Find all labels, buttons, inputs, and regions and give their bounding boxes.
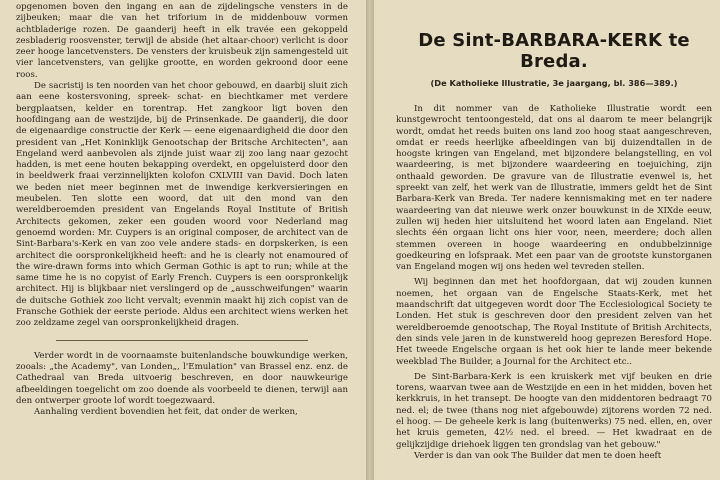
paragraph-citation: Aanhaling verdient bovendien het feit, dat onder de werken, bbox=[34, 407, 298, 418]
paragraph-foreign-works: Verder wordt in de voornaamste buitenlandsche bouwkundige werken, zooals: „the Academy", van Londen„, l'Emulation" van Brassel enz. enz. de Cathedraal van Breda uitvoerig beschreven, en door nauwkeurige afbeeldingen toegelicht om zoo doende als voorbeeld te dienen, terwijl aan den ontwerper groote lof wordt toegezwaard. bbox=[16, 350, 348, 406]
paragraph-builder: Verder is dan van ook The Builder dat men te doen heeft bbox=[414, 450, 662, 461]
paragraph-sacristy: De sacristij is ten noorden van het choor gebouwd, en daarbij sluit zich aan eene kostersvoning, spreek- schat- en biechtkamer met verdere bergplaatsen, kelder en torentrap. Het zangkoor ligt boven den hoofdingang aan de westzijde, bij de Prinsenkade. De gaanderij, die door de eigenaardige constructie der Kerk — eene eigenaardigheid die door den president van „Het Koninklijk Genootschap der Britsche Architecten", aan Engeland werd aanbevolen als zijnde juist waar zij zoo lang naar gezocht hadden, is met eene houten bekapping overdekt, en opgeluisterd door den in beeldwerk fraai verzinnelijkten kolofon CXLVIII van David. Doch laten we beden niet meer beginnen met de inwendige kerkversieringen en meubelen. Ten slotte een woord, dat uit den mond van den wereldberoemden president van Engelands Royal Institute of British Architects gekomen, zeker een gouden woord voor Nederland mag genoemd worden: Mr. Cuypers is an original composer, de architect van de Sint-Barbara's-Kerk en van zoo vele andere stads- en dorpskerken, is een architect die oorspronkelijkheid heeft: and he is clearly not enamoured of the wire-drawn forms into which German Gothic is apt to run; while at the same time he is no copyist of Early French. Cuypers is een oorspronkelijk architect. Hij is blijkbaar niet verslingerd op de „ausschweifungen" waarin de duitsche Gothiek zoo licht vervalt; evenmin maakt hij zich copist van de Fransche Gothiek der eerste periode. Aldus een architect wiens werken het zoo zeldzame zegel van oorspronkelijkheid dragen. bbox=[16, 81, 348, 329]
paragraph-cross-church: De Sint-Barbara-Kerk is een kruiskerk met vijf beuken en drie torens, waarvan twee aan de Westzijde en een in het midden, boven het kerkkruis, in het transept. De hoogte van den middentoren bedraagt 70 ned. el; de twee (thans nog niet afgebouwde) zijtorens worden 72 ned. el hoog. — De geheele kerk is lang (buitenwerks) 75 ned. ellen, en, over het kruis gemeten, 42½ ned. el breed. — Het kwadraat en de gelijkzijdige driehoek liggen ten grondslag van het gebouw." bbox=[396, 371, 712, 450]
section-divider bbox=[56, 340, 308, 341]
article-title: De Sint-BARBARA-KERK te Breda. bbox=[418, 30, 690, 72]
paragraph-organ: Wij beginnen dan met het hoofdorgaan, dat wij zouden kunnen noemen, het orgaan van de Engelsche Staats-Kerk, met het maandschrift dat uitgegeven wordt door The Ecclesiological Society te Londen. Het stuk is geschreven door den president zelven van het wereldberoemde genootschap, The Royal Institute of British Architects, den sinds vele jaren in de kunstwereld hoog geprezen Beresford Hope. Het tweede Engelsche orgaan is het ook hier te lande meer bekende weekblad The Builder, a Journal for the Architect etc.. bbox=[396, 277, 712, 367]
paragraph-windows: opgenomen boven den ingang en aan de zijdelingsche vensters in de zijbeuken; maar die van het triforium in de middenbouw vormen achtbladerige rozen. De gaanderij heeft in elk travée een gekoppeld zesbladerig roosvenster, terwijl de abside (het altaar-choor) verlicht is door zeer hooge lancetvensters. De vensters der kruisbeuk zijn samengesteld uit vier lancetvensters, van gelijke grootte, en worden gekroond door eene roos. bbox=[16, 2, 348, 80]
article-subtitle: (De Katholieke Illustratie, 3e jaargang, bl. 386—389.) bbox=[430, 78, 678, 88]
page-gutter bbox=[366, 0, 374, 480]
right-page bbox=[374, 0, 720, 480]
paragraph-intro: In dit nommer van de Katholieke Illustratie wordt een kunstgewrocht tentoongesteld, dat ons al daarom te meer belangrijk wordt, omdat het reeds buiten ons land zoo hoog staat aangeschreven, omdat er reeds heerlijke afbeeldingen van bij duizendtallen in de hoogste kringen van Engeland, met bijzondere belangstelling, en vol waardeering, is met bijzondere waardeering en toejuiching, zijn onthaald geworden. De gravure van de Illustratie evenwel is, het spreekt van zelf, het werk van de Illustratie, immers geldt het de Sint Barbara-Kerk van Breda. Ter nadere kennismaking met en ter nadere waardeering van dat nieuwe werk onzer bouwkunst in de XIXde eeuw, zullen wij heden hier uitsluitend het woord laten aan Engeland. Niet slechts één orgaan licht ons hier voor, neen, meerdere; doch allen stemmen overeen in hooge waardeering en ondubbelzinnige goedkeuring en lofspraak. Met een paar van de grootste kunstorganen van Engeland mogen wij ons heden wel tevreden stellen. bbox=[396, 104, 712, 273]
